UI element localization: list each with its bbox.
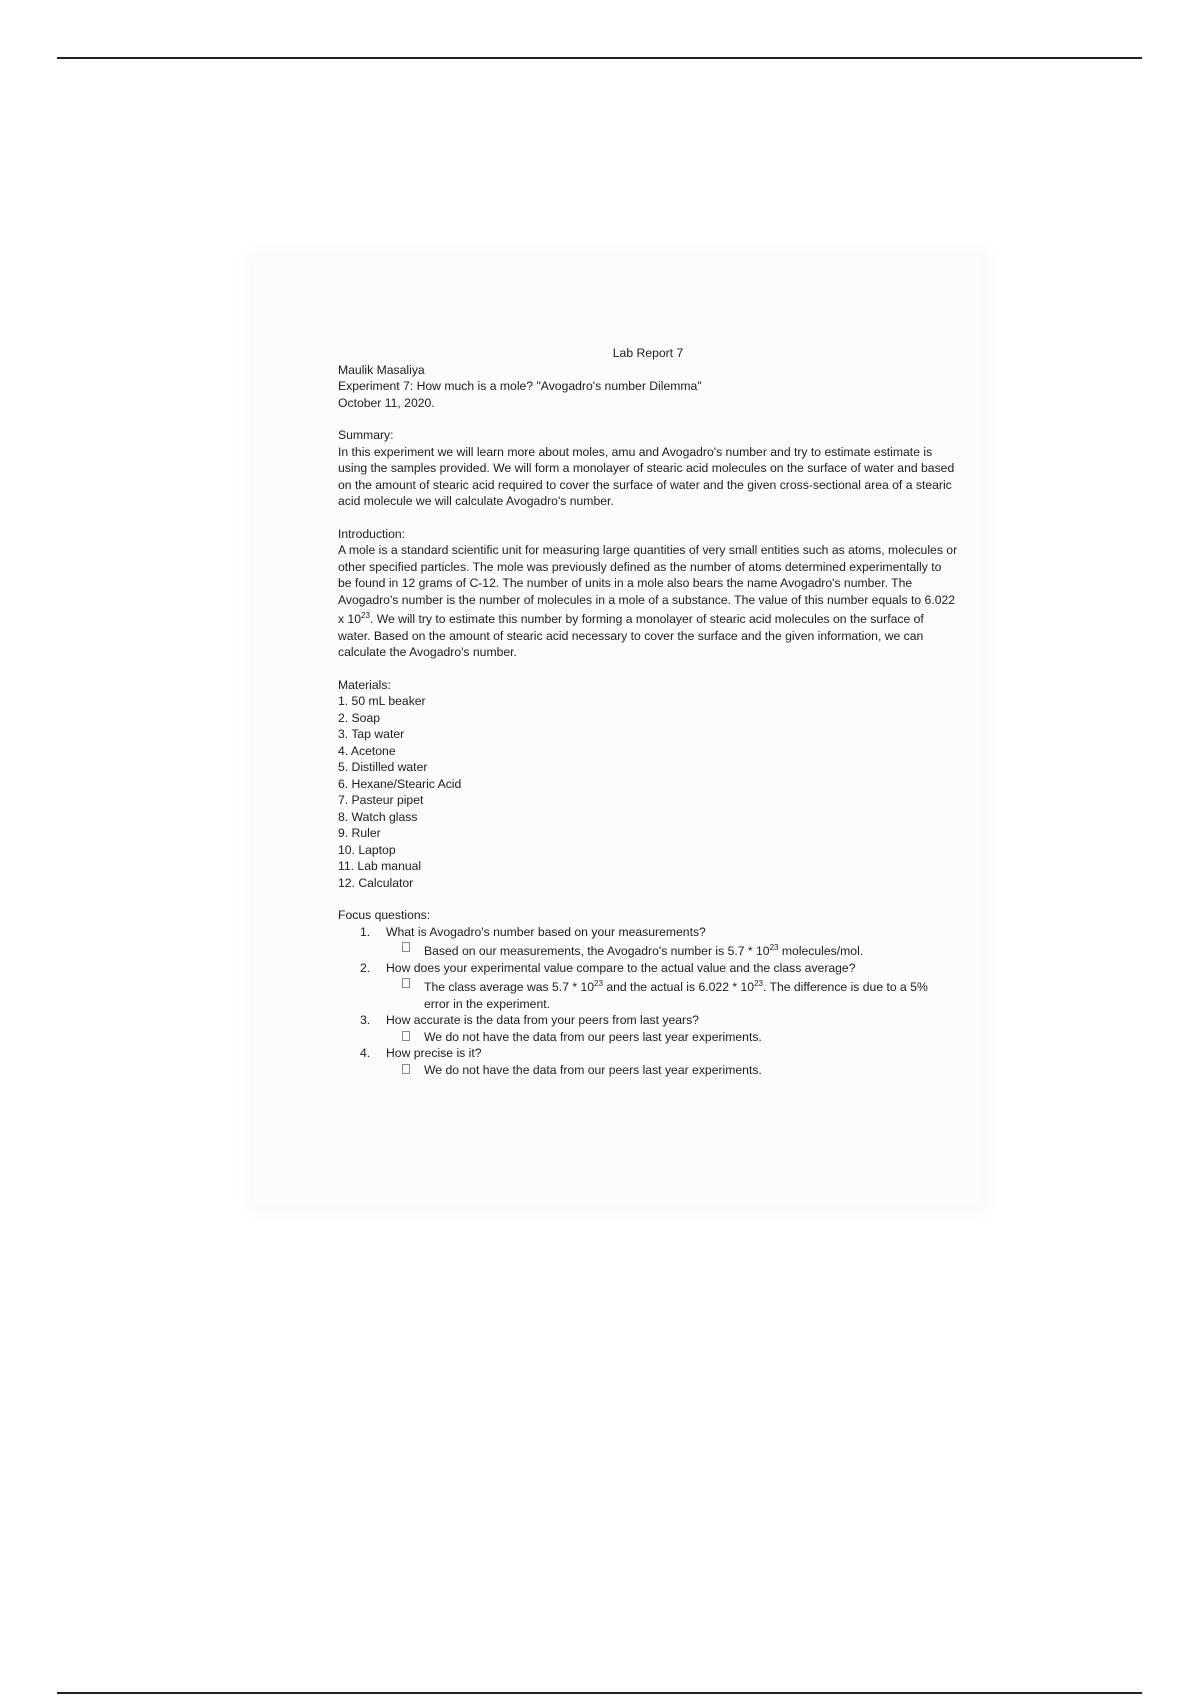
answer-text-suffix: molecules/mol. bbox=[778, 944, 864, 959]
question-number: 3. bbox=[360, 1013, 371, 1028]
answer-exponent: 23 bbox=[594, 979, 603, 989]
answer-text-middle: and the actual is 6.022 * 10 bbox=[602, 980, 755, 995]
introduction-text-2: . We will try to estimate this number by forming a monolayer of stearic acid molecules on the surface of water. Based on the amount of stearic acid necessary to cover the surface and the given information, we can calculate the Avogadro's number. bbox=[338, 612, 924, 660]
materials-item: 10. Laptop bbox=[338, 842, 396, 857]
materials-item: 7. Pasteur pipet bbox=[338, 793, 424, 808]
answer bbox=[338, 976, 958, 1012]
materials-item: 11. Lab manual bbox=[338, 859, 422, 874]
materials-item: 2. Soap bbox=[338, 710, 381, 725]
question-text: How accurate is the data from your peers from last years? bbox=[386, 1013, 699, 1028]
answer-text-suffix: . The difference is due to a 5% error in the experiment. bbox=[424, 980, 928, 1011]
materials-item: 9. Ruler bbox=[338, 826, 381, 841]
question-number: 2. bbox=[360, 960, 371, 975]
bottom-rule bbox=[57, 1692, 1142, 1694]
answer-text: Based on our measurements, the Avogadro's number is 5.7 * 10 bbox=[424, 944, 770, 959]
focus-questions-heading: Focus questions: bbox=[338, 908, 431, 923]
materials-item: 3. Tap water bbox=[338, 727, 405, 742]
author-name: Maulik Masaliya bbox=[338, 362, 425, 377]
materials-heading: Materials: bbox=[338, 677, 391, 692]
answer-text: We do not have the data from our peers last year experiments. bbox=[424, 1062, 762, 1077]
answer-text: The class average was 5.7 * 10 bbox=[424, 980, 595, 995]
materials-item: 1. 50 mL beaker bbox=[338, 694, 426, 709]
checkbox-bullet-icon bbox=[402, 942, 410, 952]
checkbox-bullet-icon bbox=[402, 1031, 410, 1041]
focus-question bbox=[338, 1045, 958, 1078]
lab-report-content bbox=[338, 345, 958, 1078]
summary-body: In this experiment we will learn more about moles, amu and Avogadro's number and try to estimate estimate is using the samples provided. We will form a monolayer of stearic acid molecules on the surface of water and based on the amount of stearic acid required to cover the surface of water and the given cross-sectional area of a stearic acid molecule we will calculate Avogadro's number. bbox=[338, 444, 955, 508]
materials-item: 6. Hexane/Stearic Acid bbox=[338, 776, 462, 791]
introduction-exponent: 23 bbox=[361, 611, 370, 620]
report-date: October 11, 2020. bbox=[338, 395, 435, 410]
answer-exponent: 23 bbox=[754, 979, 763, 989]
question-text: How does your experimental value compare to the actual value and the class average? bbox=[386, 960, 856, 975]
materials-list bbox=[338, 693, 958, 891]
experiment-title: Experiment 7: How much is a mole? "Avogadro's number Dilemma" bbox=[338, 379, 702, 393]
materials-item: 5. Distilled water bbox=[338, 760, 428, 775]
report-title: Lab Report 7 bbox=[612, 346, 684, 360]
answer bbox=[338, 1029, 958, 1046]
answer-exponent: 23 bbox=[769, 943, 779, 953]
question-number: 4. bbox=[360, 1046, 371, 1061]
answer bbox=[338, 1062, 958, 1079]
introduction-text-1: A mole is a standard scientific unit for measuring large quantities of very small entities such as atoms, molecules or other specified particles. The mole was previously defined as the number of atoms determined experimentally to be found in 12 grams of C-12. The number of units in a mole also bears the name Avogadro's number. The Avogadro's number is the number of molecules in a mole of a substance. The value of this number equals to 6.022 x 10 bbox=[338, 543, 958, 627]
introduction-body bbox=[338, 542, 958, 661]
question-number: 1. bbox=[360, 924, 371, 939]
focus-question bbox=[338, 960, 958, 1013]
materials-item: 12. Calculator bbox=[338, 875, 414, 890]
answer bbox=[338, 940, 958, 960]
checkbox-bullet-icon bbox=[402, 978, 410, 988]
checkbox-bullet-icon bbox=[402, 1064, 410, 1074]
top-rule bbox=[57, 57, 1142, 59]
focus-question bbox=[338, 924, 958, 960]
materials-item: 8. Watch glass bbox=[338, 809, 418, 824]
summary-heading: Summary: bbox=[338, 428, 394, 442]
focus-question bbox=[338, 1012, 958, 1045]
focus-questions-list bbox=[338, 924, 958, 1079]
question-text: How precise is it? bbox=[386, 1046, 482, 1061]
question-text: What is Avogadro's number based on your measurements? bbox=[386, 924, 706, 939]
answer-text: We do not have the data from our peers last year experiments. bbox=[424, 1029, 762, 1044]
introduction-heading: Introduction: bbox=[338, 526, 406, 541]
materials-item: 4. Acetone bbox=[338, 743, 396, 758]
